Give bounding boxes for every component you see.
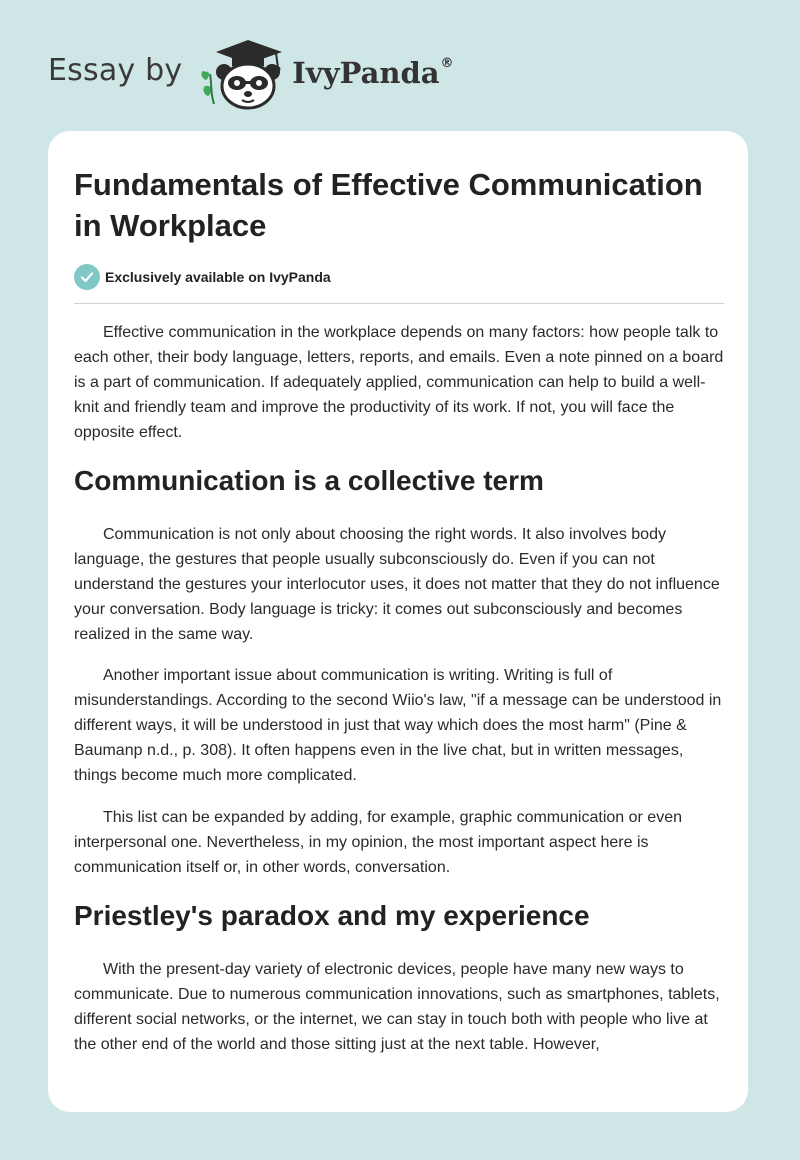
essay-title: Fundamentals of Effective Communication in Workplace [74,167,703,243]
paragraph-2: Communication is not only about choosing the right words. It also involves body language, the gestures that people usually subconsciously do. Even if you can not understand the gestures your interlocutor uses, it does not matter that they do not influence your conversation. Body language is tricky: it comes out subconsciously and becomes realized in the same way. [74,526,720,643]
registered-mark: ® [440,56,454,71]
title-divider [74,303,724,304]
section-heading-2: Priestley's paradox and my experience [74,900,590,931]
essay-by-label: Essay by [48,52,183,88]
essay-card [48,131,748,1112]
check-icon [74,264,100,290]
paragraph-1: Effective communication in the workplace depends on many factors: how people talk to each other, their body language, letters, reports, and emails. Even a note pinned on a board is a part of communication. If adequately applied, communication can help to build a well-knit and friendly team and improve the productivity of its work. If not, you will face the opposite effect. [74,324,724,441]
panda-graduate-icon[interactable] [196,34,288,110]
paragraph-4: This list can be expanded by adding, for example, graphic communication or even interpersonal one. Nevertheless, in my opinion, the most important aspect here is communication itself or, in other words, conversation. [74,809,682,876]
exclusive-label: Exclusively available on IvyPanda [105,269,331,285]
section-heading-1: Communication is a collective term [74,465,544,496]
site-header [48,34,454,110]
paragraph-5: With the present-day variety of electronic devices, people have many new ways to communicate. Due to numerous communication innovations, such as smartphones, tablets, different social networks, or the internet, we can stay in touch both with people who live at the other end of the world and those sitting just at the next table. However, [74,961,720,1053]
paragraph-3: Another important issue about communication is writing. Writing is full of misunderstandings. According to the second Wiio's law, "if a message can be understood in different ways, it will be understood in just that way which does the most harm" (Pine & Baumanp n.d., p. 308). It often happens even in the live chat, but in written messages, things become much more complicated. [74,667,722,784]
brand-name[interactable]: IvyPanda® [292,56,454,90]
exclusive-badge [74,264,331,290]
